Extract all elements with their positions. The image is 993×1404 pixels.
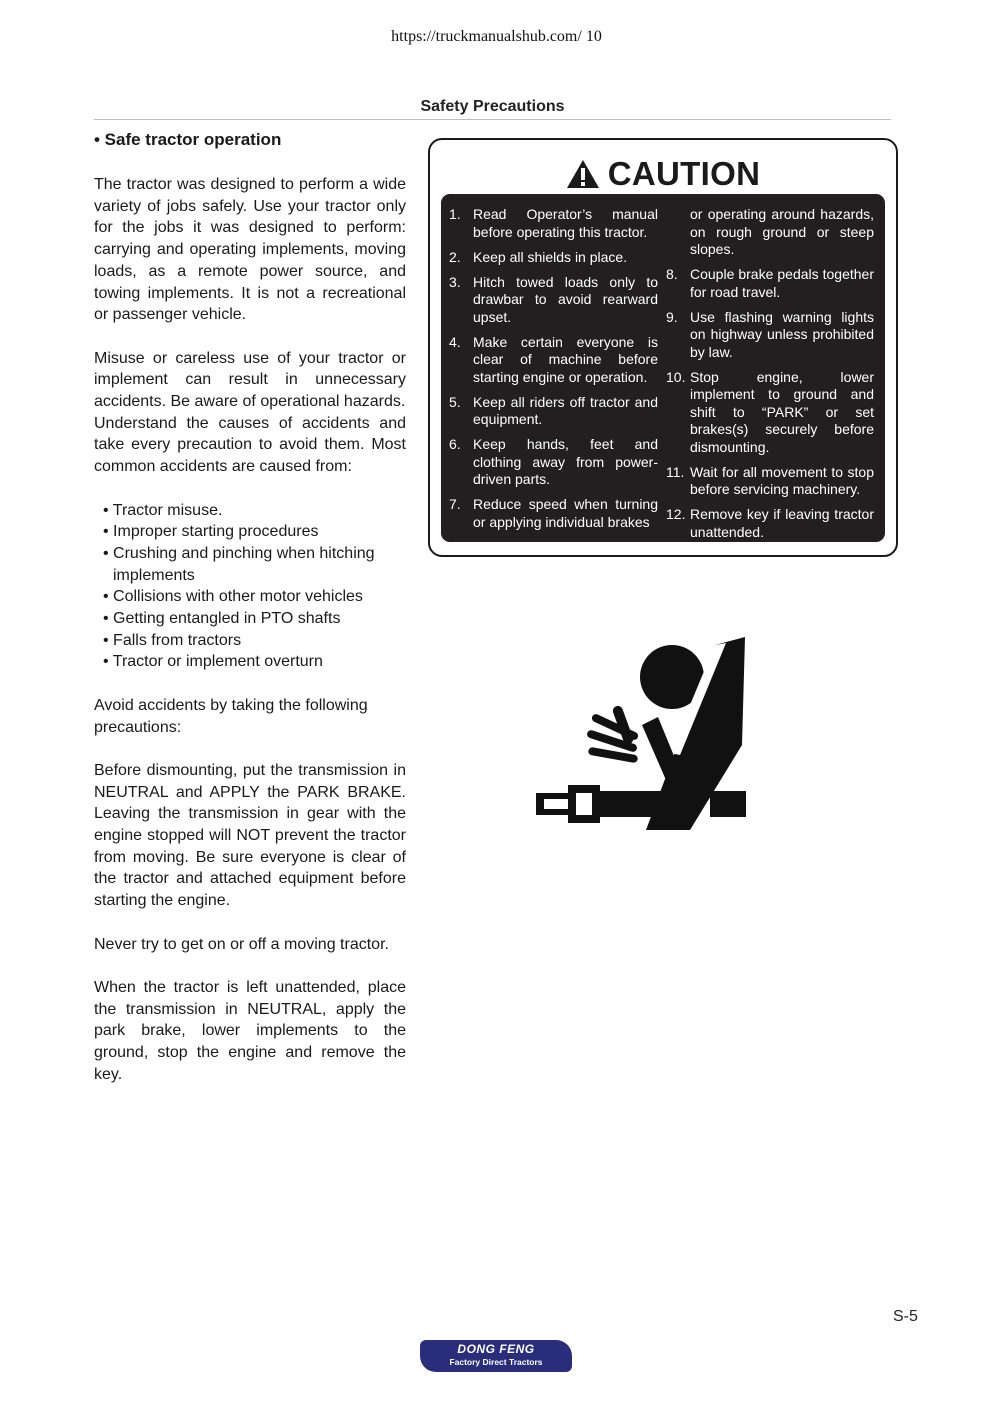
caution-item-text: or operating around hazards, on rough ground or steep slopes. (690, 206, 874, 257)
list-item: • Getting entangled in PTO shafts (103, 610, 341, 628)
caution-item (449, 206, 658, 241)
section-title: Safety Precautions (420, 98, 565, 115)
caution-item (666, 309, 874, 362)
caution-header (430, 154, 896, 194)
caution-item (449, 249, 658, 267)
caution-item (666, 464, 874, 499)
caution-item (449, 436, 658, 489)
caution-item-number: 7. (449, 496, 461, 512)
caution-item-text: Couple brake pedals together for road travel. (690, 266, 874, 300)
paragraph-avoid: Avoid accidents by taking the following precautions: (94, 696, 368, 736)
dongfeng-logo (420, 1340, 572, 1372)
caution-item-number: 1. (449, 206, 461, 222)
caution-item-number: 6. (449, 436, 461, 452)
caution-item (666, 506, 874, 541)
caution-item-text: Reduce speed when turning or applying individual brakes (473, 496, 658, 530)
caution-item-text: Wait for all movement to stop before servicing machinery. (690, 463, 874, 497)
caution-item-number: 9. (666, 308, 678, 325)
caution-item-text: Keep all shields in place. (473, 248, 628, 265)
paragraph-dismounting: Before dismounting, put the transmission in NEUTRAL and APPLY the PARK BRAKE. Leaving the transmission in gear with the engine stopped will NOT prevent the tractor from moving. Be sure everyone is clear of the tractor and attached equipment before starting the engine. (94, 761, 406, 910)
caution-item-text: Hitch towed loads only to drawbar to avoid rearward upset. (473, 273, 658, 325)
list-item: • Tractor misuse. (103, 501, 223, 519)
caution-item-number: 5. (449, 393, 461, 410)
caution-column-right (666, 206, 874, 549)
caution-item (449, 274, 658, 327)
page-number: S-5 (893, 1308, 918, 1325)
list-item: • Improper starting procedures (103, 523, 319, 541)
header-divider (94, 119, 891, 120)
list-item: • Falls from tractors (103, 631, 242, 649)
list-item: • Crushing and pinching when hitching implements (103, 544, 375, 584)
logo-brand: DONG FENG (457, 1342, 535, 1356)
caution-item (449, 496, 658, 531)
subsection-heading: • Safe tractor operation (94, 130, 282, 149)
paragraph-moving-tractor: Never try to get on or off a moving tractor. (94, 935, 389, 953)
caution-panel (441, 194, 885, 542)
list-item: • Collisions with other motor vehicles (103, 588, 363, 606)
caution-column-left (449, 206, 658, 539)
caution-item-number: 2. (449, 248, 461, 265)
caution-item-text: Keep all riders off tractor and equipment. (473, 393, 658, 427)
source-url: https://truckmanualshub.com/ 10 (391, 28, 602, 45)
caution-item-number: 8. (666, 266, 678, 282)
paragraph-causes: Understand the causes of accidents and take every precaution to avoid them. Most common accidents are caused from: (94, 414, 406, 476)
caution-item-text: Make certain everyone is clear of machine before starting engine or operation. (473, 333, 658, 385)
caution-item-number: 4. (449, 333, 461, 350)
caution-title: CAUTION (607, 155, 761, 192)
logo-tagline: Factory Direct Tractors (449, 1357, 543, 1367)
caution-item (666, 266, 874, 301)
caution-item (449, 394, 658, 429)
caution-item-number (666, 206, 690, 259)
caution-item-text: Keep hands, feet and clothing away from power-driven parts. (473, 436, 658, 487)
caution-item-text: Stop engine, lower implement to ground and shift to “PARK” or set brakes(s) securely before dismounting. (690, 368, 874, 455)
caution-item-text: Remove key if leaving tractor unattended. (690, 506, 874, 540)
caution-item-number: 12. (666, 506, 686, 522)
left-column (94, 128, 406, 1085)
caution-item-text: Use flashing warning lights on highway unless prohibited by law. (690, 308, 874, 360)
warning-triangle-icon (566, 159, 600, 189)
caution-label (428, 138, 898, 557)
paragraph-intro: The tractor was designed to perform a wide variety of jobs safely. Use your tractor only for the jobs it was designed to perform: carrying and operating implements, moving loads, as a remote power source, and towing implements. It is not a recreational or passenger vehicle. (94, 176, 406, 324)
paragraph-misuse: Misuse or careless use of your tractor or implement can result in unnecessary accidents. Be aware of operational hazards. (94, 349, 406, 411)
caution-item-number: 10. (666, 368, 686, 385)
caution-item-number: 3. (449, 273, 461, 290)
caution-item (449, 334, 658, 387)
caution-item-number: 11. (666, 463, 685, 480)
paragraph-unattended: When the tractor is left unattended, place the transmission in NEUTRAL, apply the park brake, lower implements to the ground, stop the engine and remove the key. (94, 978, 406, 1083)
list-item: • Tractor or implement overturn (103, 653, 323, 671)
caution-item-text: Read Operator’s manual before operating this tractor. (473, 206, 658, 240)
caution-item (666, 206, 874, 259)
caution-item (666, 369, 874, 457)
pto-entanglement-pictogram (530, 625, 755, 830)
accident-causes-list (94, 500, 406, 674)
